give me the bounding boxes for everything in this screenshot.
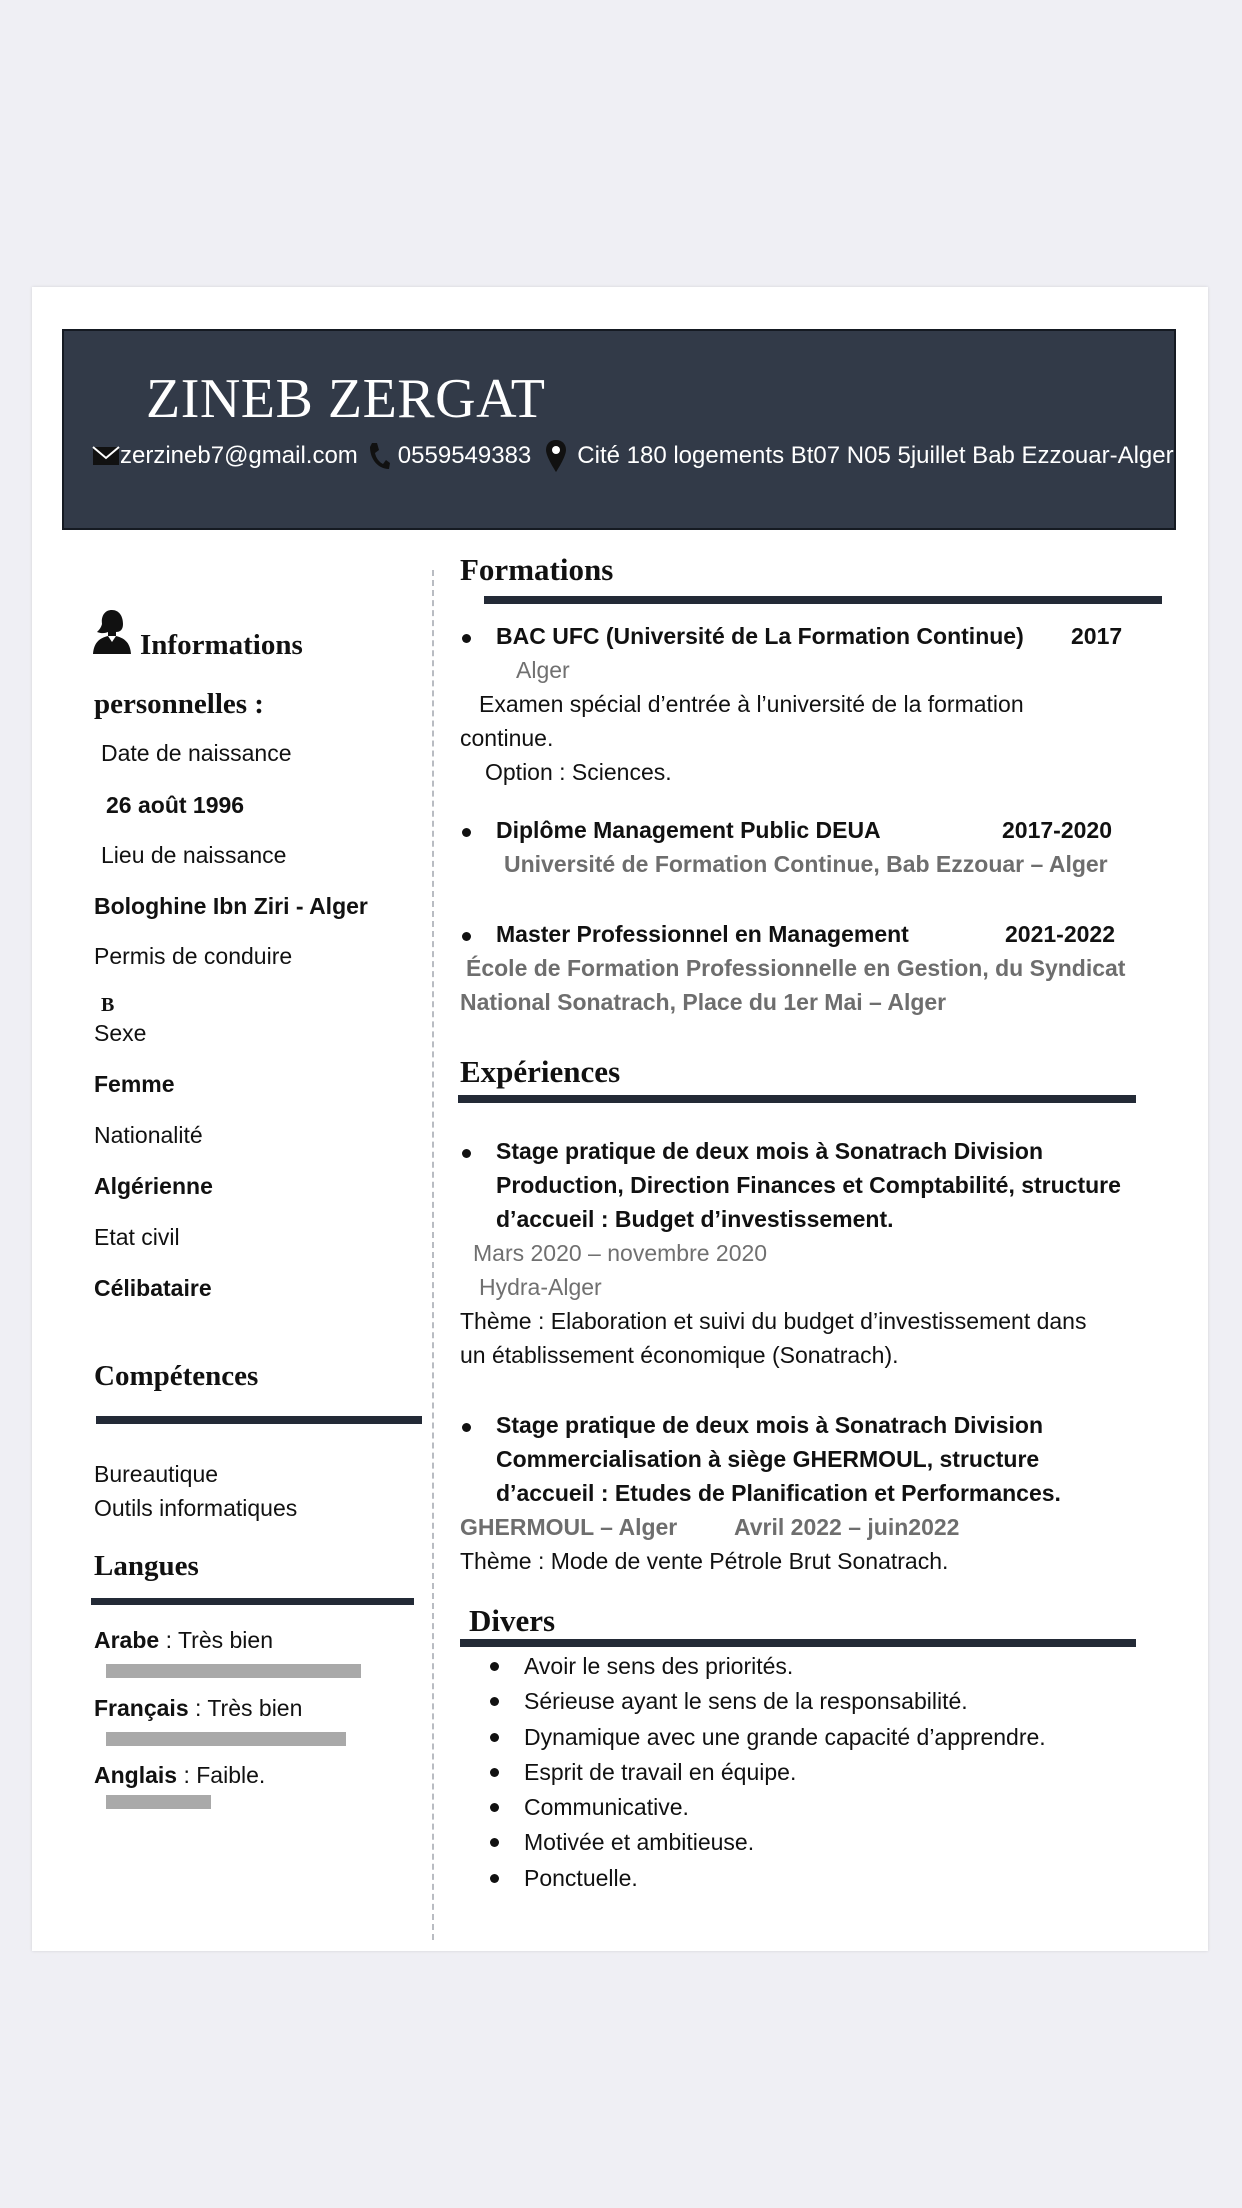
experience-theme: Thème : Mode de vente Pétrole Brut Sonatrach. [460, 1548, 949, 1574]
civil-status-value: Célibataire [94, 1275, 212, 1301]
language-level-bar [106, 1664, 361, 1678]
experience-dates: Mars 2020 – novembre 2020 [473, 1240, 768, 1266]
language-name: Anglais [94, 1762, 178, 1788]
phone-icon [368, 442, 390, 470]
birth-date-label: Date de naissance [101, 740, 292, 766]
birth-place-value: Bologhine Ibn Ziri - Alger [94, 893, 368, 919]
formation-place: Université de Formation Continue, Bab Ezzouar – Alger [504, 851, 1108, 877]
address-text: Cité 180 logements Bt07 N05 5juillet Bab Ezzouar-Alger [577, 442, 1174, 469]
experience-theme: un établissement économique (Sonatrach). [460, 1342, 899, 1368]
experience-title: d’accueil : Budget d’investissement. [496, 1206, 894, 1232]
civil-status-label: Etat civil [94, 1224, 180, 1250]
bullet [462, 932, 471, 941]
experience-place: Hydra-Alger [479, 1274, 602, 1300]
divers-list [490, 1649, 1046, 1896]
experience-theme: Thème : Elaboration et suivi du budget d’investissement dans [460, 1308, 1087, 1334]
experience-dates: Avril 2022 – juin2022 [734, 1514, 960, 1540]
formations-rule [484, 596, 1162, 604]
language-name: Arabe [94, 1627, 160, 1653]
contact-line [92, 439, 1174, 473]
sex-label: Sexe [94, 1020, 147, 1046]
languages-rule [91, 1598, 414, 1605]
email-text[interactable]: zerzineb7@gmail.com [120, 442, 358, 469]
formation-title: Master Professionnel en Management [496, 921, 909, 947]
experience-title: Stage pratique de deux mois à Sonatrach Division [496, 1412, 1044, 1438]
nationality-label: Nationalité [94, 1122, 203, 1148]
formations-title: Formations [460, 552, 614, 587]
bullet [462, 1423, 471, 1432]
envelope-icon [92, 445, 120, 467]
skill-item: Bureautique [94, 1461, 219, 1487]
column-divider [432, 570, 434, 1940]
divers-item: Dynamique avec une grande capacité d’apprendre. [490, 1720, 1046, 1755]
bullet [462, 634, 471, 643]
formation-title: BAC UFC (Université de La Formation Continue) [496, 623, 1024, 649]
formation-title: Diplôme Management Public DEUA [496, 817, 881, 843]
experience-place: GHERMOUL – Alger [460, 1514, 678, 1540]
formation-option: Option : Sciences. [485, 759, 672, 785]
language-level: : Faible. [177, 1762, 266, 1788]
person-icon [92, 608, 132, 661]
formation-year: 2017 [1071, 623, 1123, 649]
divers-title: Divers [469, 1603, 556, 1638]
skills-title: Compétences [94, 1360, 259, 1392]
language-level: : Très bien [159, 1627, 273, 1653]
language-level: : Très bien [188, 1695, 303, 1721]
bullet [462, 828, 471, 837]
language-french [94, 1695, 302, 1722]
divers-item: Communicative. [490, 1790, 1046, 1825]
experience-title: Production, Direction Finances et Comptabilité, structure [496, 1172, 1121, 1198]
divers-item: Sérieuse ayant le sens de la responsabilité. [490, 1684, 1046, 1719]
personal-info-title: Informations [140, 629, 303, 661]
experiences-title: Expériences [460, 1054, 621, 1089]
phone-text[interactable]: 0559549383 [397, 442, 532, 469]
location-pin-icon [545, 439, 567, 473]
language-arabic [94, 1627, 273, 1654]
experiences-rule [458, 1095, 1136, 1103]
skills-rule [96, 1416, 422, 1424]
divers-item: Esprit de travail en équipe. [490, 1755, 1046, 1790]
language-english [94, 1762, 265, 1789]
skill-item: Outils informatiques [94, 1495, 298, 1521]
divers-item: Avoir le sens des priorités. [490, 1649, 1046, 1684]
language-name: Français [94, 1695, 189, 1721]
birth-date-value: 26 août 1996 [106, 792, 245, 818]
license-value: B [101, 994, 115, 1016]
bullet [462, 1149, 471, 1158]
nationality-value: Algérienne [94, 1173, 213, 1199]
language-level-bar [106, 1795, 211, 1809]
cv-header [62, 329, 1176, 530]
divers-item: Ponctuelle. [490, 1861, 1046, 1896]
license-label: Permis de conduire [94, 943, 293, 969]
experience-title: Stage pratique de deux mois à Sonatrach Division [496, 1138, 1044, 1164]
formation-place: École de Formation Professionnelle en Gestion, du Syndicat [466, 955, 1126, 981]
formation-detail: continue. [460, 725, 554, 751]
personal-info-title-cont: personnelles : [94, 688, 264, 720]
language-level-bar [106, 1732, 346, 1746]
formation-year: 2017-2020 [1002, 817, 1112, 843]
formation-detail: Examen spécial d’entrée à l’université de la formation [479, 691, 1024, 717]
formation-year: 2021-2022 [1005, 921, 1115, 947]
formation-place: National Sonatrach, Place du 1er Mai – Alger [460, 989, 947, 1015]
formation-place: Alger [516, 657, 570, 683]
sex-value: Femme [94, 1071, 175, 1097]
experience-title: Commercialisation à siège GHERMOUL, structure [496, 1446, 1040, 1472]
divers-item: Motivée et ambitieuse. [490, 1825, 1046, 1860]
languages-title: Langues [94, 1550, 199, 1582]
cv-page [32, 287, 1208, 1951]
experience-title: d’accueil : Etudes de Planification et Performances. [496, 1480, 1061, 1506]
birth-place-label: Lieu de naissance [101, 842, 287, 868]
divers-rule [460, 1639, 1136, 1647]
candidate-name: ZINEB ZERGAT [146, 368, 546, 430]
